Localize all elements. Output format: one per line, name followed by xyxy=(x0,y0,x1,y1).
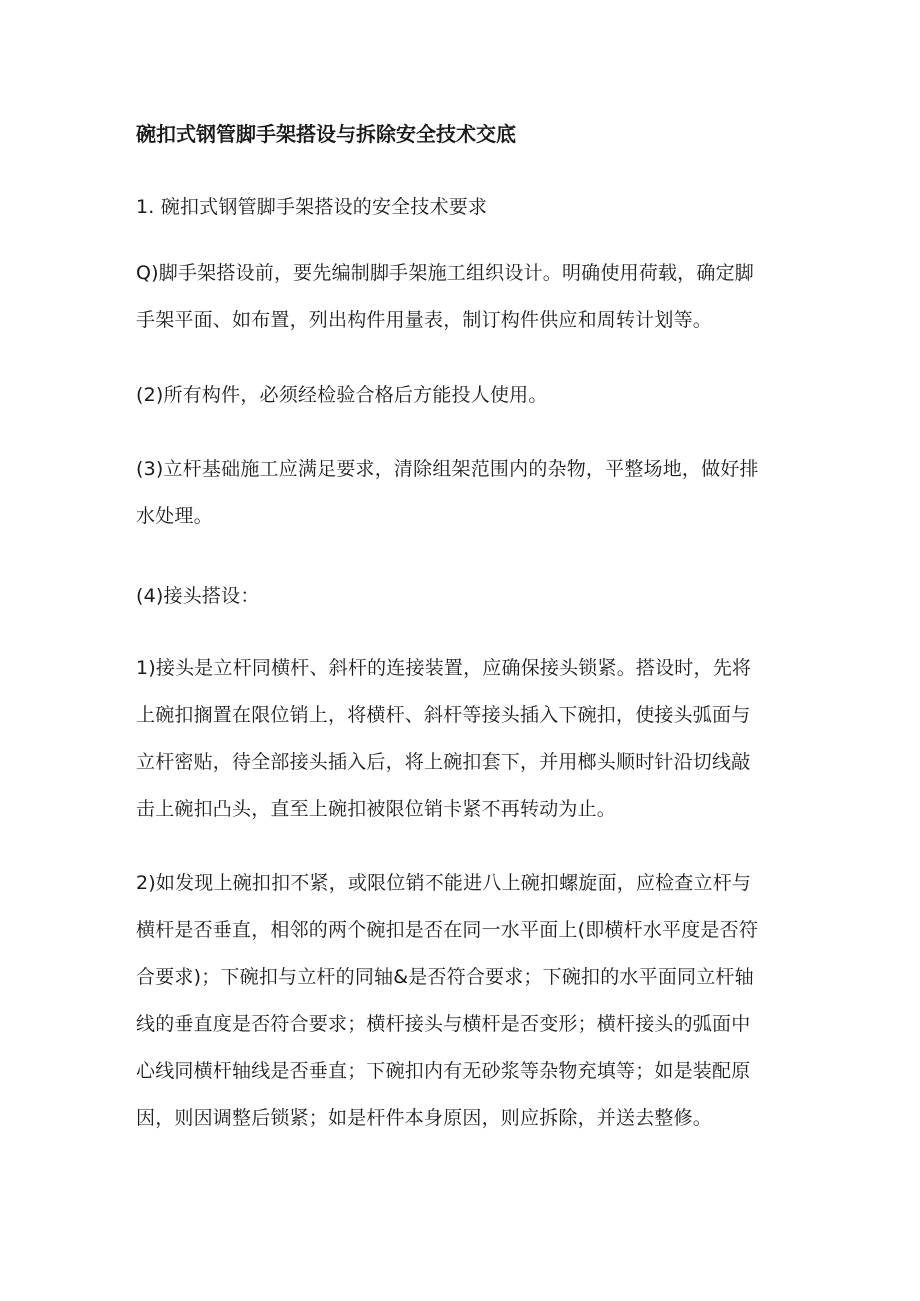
paragraph-line: 击上碗扣凸头，直至上碗扣被限位销卡紧不再转动为止。 xyxy=(136,798,617,820)
section-heading-text: 1. 碗扣式钢管脚手架搭设的安全技术要求 xyxy=(136,196,488,218)
paragraph-line: 水处理。 xyxy=(136,505,213,527)
paragraph-line: 手架平面、如布置，列出构件用量表，制订构件供应和周转计划等。 xyxy=(136,309,713,331)
paragraph-line: Q)脚手架搭设前，要先编制脚手架施工组织设计。明确使用荷载，确定脚 xyxy=(136,262,754,284)
paragraph-sub-2 xyxy=(136,860,788,1142)
paragraph-line: 立杆密贴，待全部接头插入后，将上碗扣套下，并用榔头顺时针沿切线敲 xyxy=(136,751,751,773)
paragraph-line: (2)所有构件，必须经检验合格后方能投人使用。 xyxy=(136,384,548,406)
paragraph-item-3 xyxy=(136,446,788,540)
paragraph-item-2 xyxy=(136,372,788,419)
paragraph-line: 合要求)；下碗扣与立杆的同轴&是否符合要求；下碗扣的水平面同立杆轴 xyxy=(136,966,754,988)
paragraph-line: 线的垂直度是否符合要求；横杆接头与横杆是否变形；横杆接头的弧面中 xyxy=(136,1013,751,1035)
paragraph-line: 心线同横杆轴线是否垂直；下碗扣内有无砂浆等杂物充填等；如是装配原 xyxy=(136,1060,751,1082)
paragraph-line: 横杆是否垂直，相邻的两个碗扣是否在同一水平面上(即横杆水平度是否符 xyxy=(136,919,759,941)
paragraph-line: 因，则因调整后锁紧；如是杆件本身原因，则应拆除，并送去整修。 xyxy=(136,1107,713,1129)
paragraph-line: (4)接头搭设： xyxy=(136,585,260,607)
paragraph-sub-1 xyxy=(136,645,788,833)
document-title: 碗扣式钢管脚手架搭设与拆除安全技术交底 xyxy=(136,122,516,146)
paragraph-line: 1)接头是立杆同横杆、斜杆的连接装置，应确保接头锁紧。搭设时，先将 xyxy=(136,657,752,679)
paragraph-line: (3)立杆基础施工应满足要求，清除组架范围内的杂物，平整场地，做好排 xyxy=(136,458,759,480)
paragraph-line: 上碗扣搁置在限位销上，将横杆、斜杆等接头插入下碗扣，使接头弧面与 xyxy=(136,704,751,726)
paragraph-item-4 xyxy=(136,573,788,620)
section-heading xyxy=(136,184,788,231)
paragraph-item-1 xyxy=(136,250,788,344)
paragraph-line: 2)如发现上碗扣扣不紧，或限位销不能进八上碗扣螺旋面，应检查立杆与 xyxy=(136,872,752,894)
